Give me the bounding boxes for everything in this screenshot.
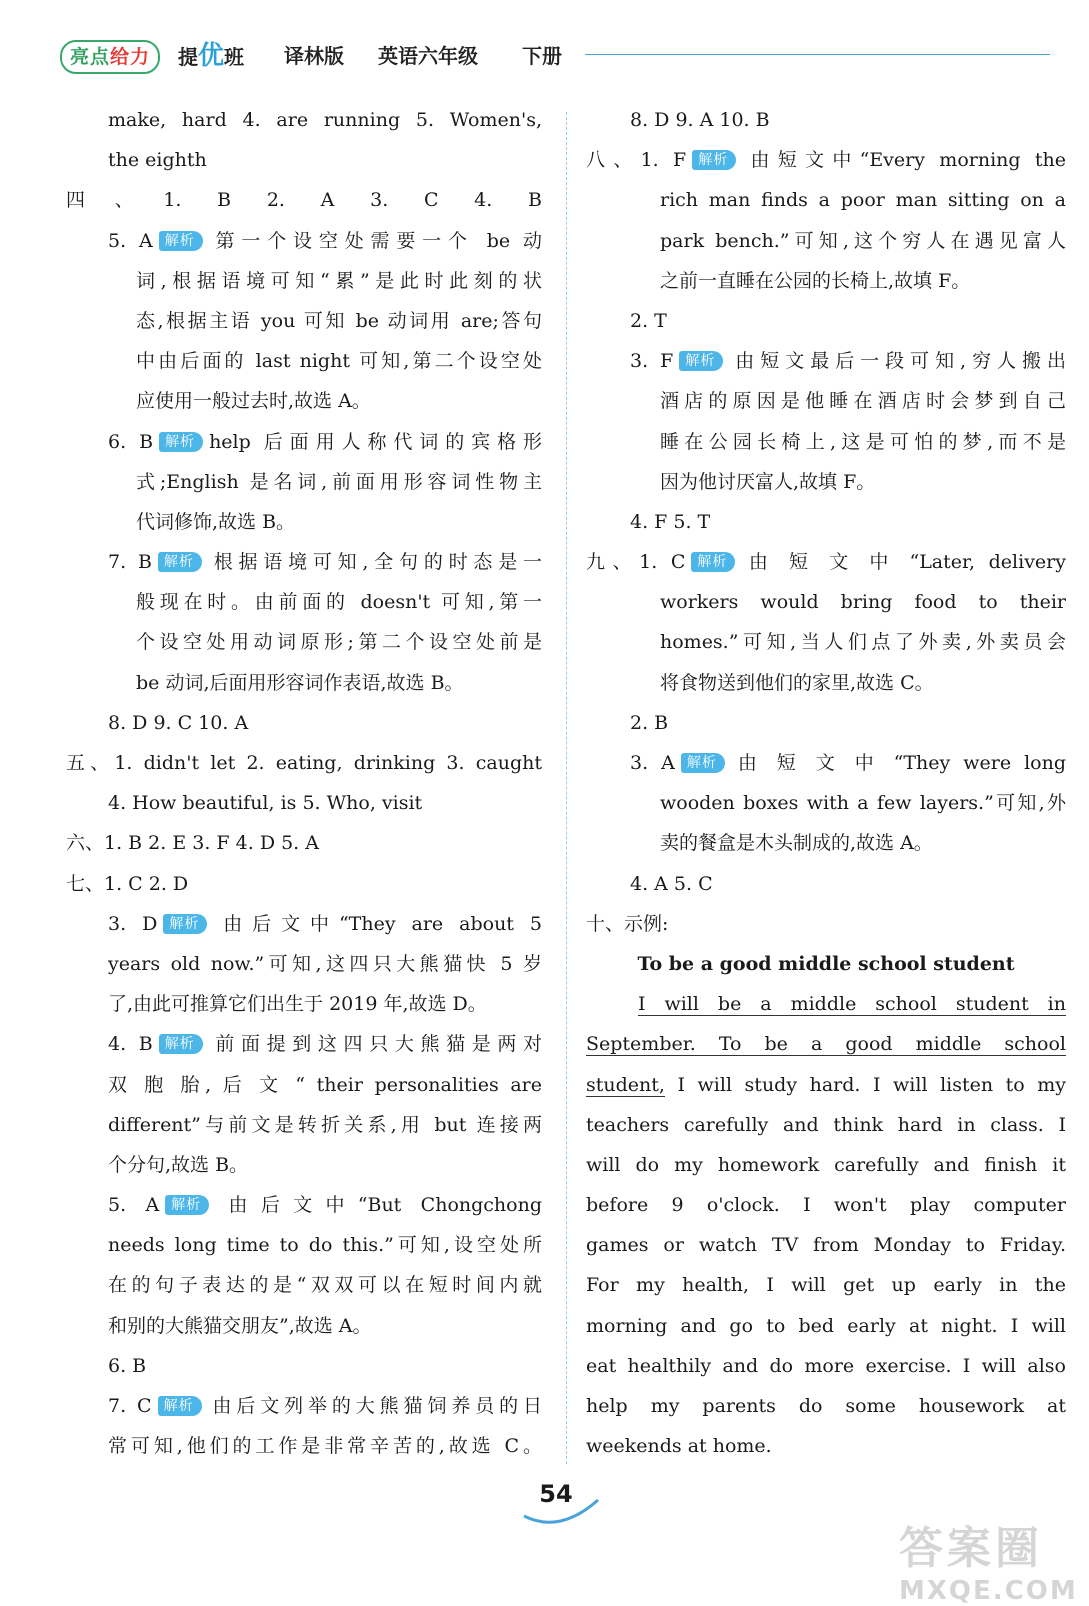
analysis-tag: 解析 xyxy=(692,150,736,170)
explanation-line: 和别的大熊猫交朋友”,故选 A。 xyxy=(108,1314,372,1337)
explanation-line: wooden boxes with a few layers.”可知,外 xyxy=(660,792,1066,815)
essay-line: morning and go to bed early at night. I will xyxy=(586,1314,1066,1337)
explanation-line: 代词修饰,故选 B。 xyxy=(136,510,296,533)
analysis-tag: 解析 xyxy=(158,552,202,572)
answer-line: 8. D 9. C 10. A xyxy=(108,711,249,734)
subject-label: 英语六年级 xyxy=(378,44,478,68)
explanation-line: 之前一直睡在公园的长椅上,故填 F。 xyxy=(660,269,971,292)
section-five-answers: 五、1. didn't let 2. eating, drinking 3. caught xyxy=(66,752,542,774)
analysis-tag: 解析 xyxy=(681,753,725,773)
explanation-line: 般现在时。由前面的 doesn't 可知,第一 xyxy=(136,591,542,614)
left-column xyxy=(66,100,542,1466)
explanation-line: workers would bring food to their xyxy=(660,591,1066,614)
edition-label: 译林版 xyxy=(284,44,344,68)
explanation-line: park bench.”可知,这个穷人在遇见富人 xyxy=(660,229,1066,252)
explanation-line: 7. B 解析 根据语境可知,全句的时态是一 xyxy=(108,551,542,574)
answer-line: 4. A 5. C xyxy=(630,872,713,895)
explanation-line: 酒店的原因是他睡在酒店时会梦到自己 xyxy=(660,390,1066,413)
essay-line: teachers carefully and think hard in class. I xyxy=(586,1113,1066,1136)
explanation-line: 在的句子表达的是“双双可以在短时间内就 xyxy=(108,1274,542,1297)
volume-label: 下册 xyxy=(522,44,562,68)
explanation-line: rich man finds a poor man sitting on a xyxy=(660,189,1066,212)
header-rule xyxy=(585,54,1050,55)
column-divider xyxy=(566,112,567,1464)
answer-line: 4. F 5. T xyxy=(630,510,711,533)
explanation-line: 3. A 解析 由 短 文 中 “They were long xyxy=(630,752,1066,774)
page-number: 54 xyxy=(539,1480,573,1508)
series-name: 提优班 xyxy=(178,41,245,71)
explanation-line: be 动词,后面用形容词作表语,故选 B。 xyxy=(136,671,464,694)
explanation-line: 卖的餐盒是木头制成的,故选 A。 xyxy=(660,832,933,855)
analysis-tag: 解析 xyxy=(159,231,203,251)
explanation-line: 4. B 解析 前面提到这四只大熊猫是两对 xyxy=(108,1033,542,1056)
section-seven-answers: 七、1. C 2. D xyxy=(66,872,189,895)
explanation-line: 5. A 解析 由后文中“But Chongchong xyxy=(108,1194,542,1217)
essay-line: games or watch TV from Monday to Friday. xyxy=(586,1234,1066,1257)
answer-line: 4. How beautiful, is 5. Who, visit xyxy=(108,792,423,815)
explanation-line: 因为他讨厌富人,故填 F。 xyxy=(660,470,876,493)
explanation-line: homes.”可知,当人们点了外卖,外卖员会 xyxy=(660,631,1066,654)
explanation-line: 个分句,故选 B。 xyxy=(108,1153,249,1176)
explanation-line: years old now.”可知,这四只大熊猫快 5 岁 xyxy=(108,952,542,975)
analysis-tag: 解析 xyxy=(159,432,203,452)
analysis-tag: 解析 xyxy=(158,1396,202,1416)
answer-line: 6. B xyxy=(108,1354,147,1377)
section-nine-answers: 九、1. C 解析 由 短 文 中 “Later, delivery xyxy=(586,551,1066,574)
explanation-line: 应使用一般过去时,故选 A。 xyxy=(136,390,371,413)
answer-line: make, hard 4. are running 5. Women's, xyxy=(108,109,542,131)
explanation-line: 态,根据主语 you 可知 be 动词用 are;答句 xyxy=(136,309,542,332)
answer-line: the eighth xyxy=(108,149,207,172)
right-column xyxy=(586,100,1066,1466)
essay-title: To be a good middle school student xyxy=(637,952,1015,975)
explanation-line: 睡在公园长椅上,这是可怕的梦,而不是 xyxy=(660,430,1066,453)
explanation-line: 5. A 解析 第一个设空处需要一个 be 动 xyxy=(108,229,542,252)
essay-line: will do my homework carefully and finish it xyxy=(586,1153,1066,1176)
section-eight-answers: 八、1. F 解析 由短文中“Every morning the xyxy=(586,149,1066,172)
explanation-line: needs long time to do this.”可知,设空处所 xyxy=(108,1234,542,1257)
page-header xyxy=(60,36,1060,76)
essay-line: weekends at home. xyxy=(586,1435,772,1458)
explanation-line: 个设空处用动词原形;第二个设空处前是 xyxy=(136,631,542,654)
analysis-tag: 解析 xyxy=(691,552,735,572)
analysis-tag: 解析 xyxy=(679,351,723,371)
essay-line: September. To be a good middle school xyxy=(586,1033,1066,1056)
explanation-line: 3. F 解析 由短文最后一段可知,穷人搬出 xyxy=(630,350,1066,373)
answer-line: 2. B xyxy=(630,711,669,734)
explanation-line: 3. D 解析 由后文中“They are about 5 xyxy=(108,912,542,935)
explanation-line: 双 胞 胎, 后 文 “ their personalities are xyxy=(108,1073,542,1096)
analysis-tag: 解析 xyxy=(163,914,207,934)
explanation-line: 式;English 是名词,前面用形容词性物主 xyxy=(136,470,542,493)
explanation-line: 词,根据语境可知“累”是此时此刻的状 xyxy=(136,269,542,292)
essay-line: eat healthily and do more exercise. I will also xyxy=(586,1354,1066,1377)
section-four-answers: 四、1. B 2. A 3. C 4. B xyxy=(66,189,542,212)
explanation-line: 6. B 解析 help 后面用人称代词的宾格形 xyxy=(108,430,542,453)
analysis-tag: 解析 xyxy=(165,1195,209,1215)
explanation-line: 将食物送到他们的家里,故选 C。 xyxy=(660,671,934,694)
essay-line: before 9 o'clock. I won't play computer xyxy=(586,1194,1066,1217)
answer-line: 8. D 9. A 10. B xyxy=(630,109,770,131)
explanation-line: 常可知,他们的工作是非常辛苦的,故选 C。 xyxy=(108,1435,542,1458)
analysis-tag: 解析 xyxy=(159,1034,203,1054)
essay-line: help my parents do some housework at xyxy=(586,1395,1066,1417)
section-ten-label: 十、示例: xyxy=(586,912,669,935)
explanation-line: 7. C 解析 由后文列举的大熊猫饲养员的日 xyxy=(108,1395,542,1417)
brand-logo: 亮点给力 xyxy=(60,40,160,74)
watermark: 答案圈 MXQE.COM xyxy=(899,1523,1078,1606)
section-six-answers: 六、1. B 2. E 3. F 4. D 5. A xyxy=(66,832,319,855)
essay-line: student, I will study hard. I will listen to my xyxy=(586,1073,1066,1096)
explanation-line: 了,由此可推算它们出生于 2019 年,故选 D。 xyxy=(108,993,487,1016)
explanation-line: different”与前文是转折关系,用 but 连接两 xyxy=(108,1113,542,1136)
explanation-line: 中由后面的 last night 可知,第二个设空处 xyxy=(136,350,542,373)
answer-line: 2. T xyxy=(630,309,667,332)
essay-line: I will be a middle school student in xyxy=(638,993,1066,1016)
essay-line: For my health, I will get up early in the xyxy=(586,1274,1066,1297)
